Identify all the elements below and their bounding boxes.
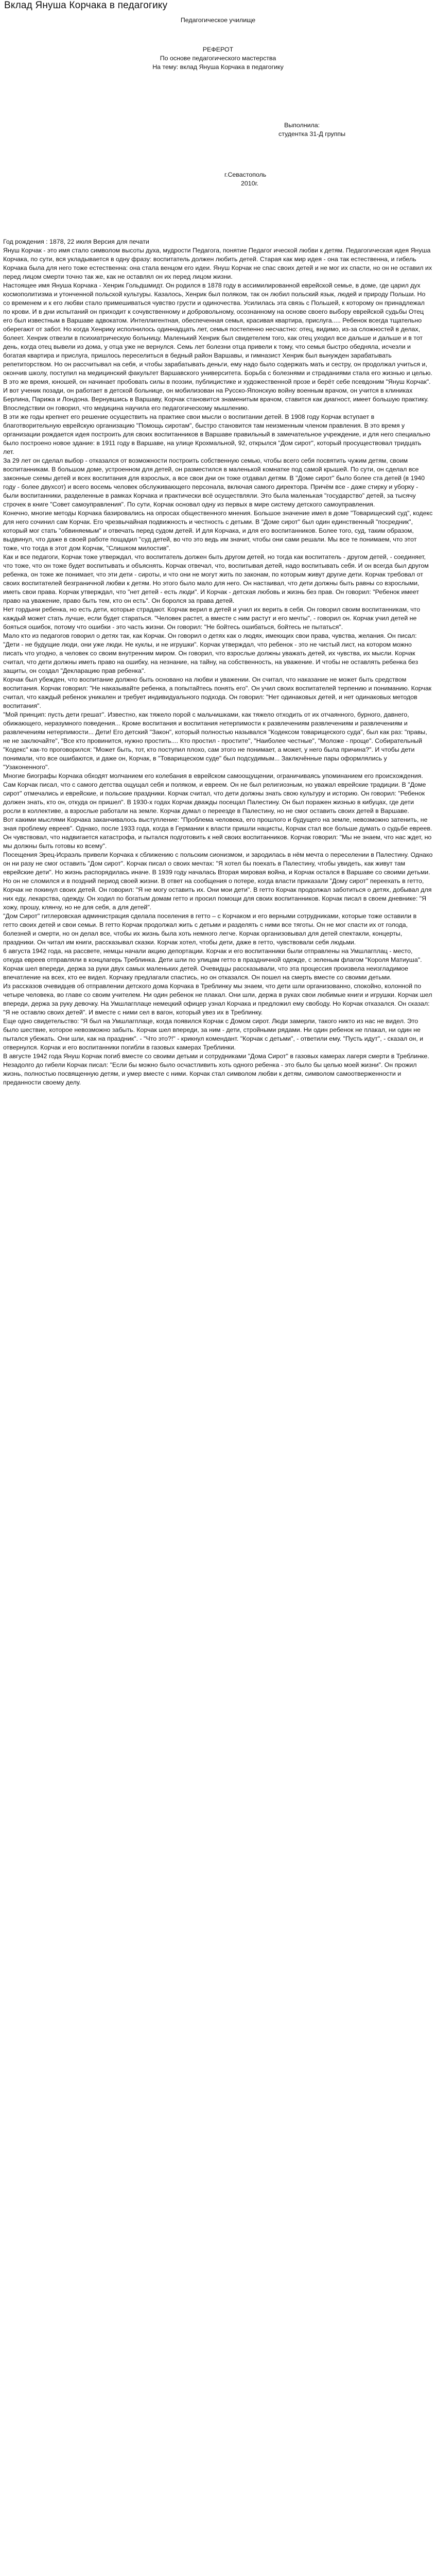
paragraph: Незадолго до гибели Корчак писал: "Если бы можно было осчастливить хоть одного ребенка - это было бы целью моей жизни". Он прожил жизнь, полностью посвященную детям, и умер вместе с ними. Корчак стал символом любви к детям, символом самоотверженности и преданности своему делу.	[3, 1061, 417, 1086]
done-by-label: Выполнила:	[284, 122, 320, 129]
student-line: студентка 31-Д группы	[278, 130, 345, 138]
paragraph: Вот какими мыслями Корчака заканчивалось выступление: "Проблема человека, его прошлого и будущего на земле, невозможно затенить, не зная проблему евреев". Однако, после 1933 года, когда в Германии к власти пришли нацисты, Корчак стал все больше думать о судьбе евреев. Он чувствовал, что надвигается катастрофа, и пытался подготовить к ней своих воспитанников. Корчак говорил: "Мы не знаем, что нас ждет, но мы должны быть готовы ко всему".	[3, 816, 432, 850]
paragraph: Нет гордыни ребенка, но есть дети, которые страдают. Корчак верил в детей и учил их верить в себя. Он говорил своим воспитанникам, что каждый может стать лучше, если будет стараться. "Человек растет, а вместе с ним растут и его мечты", - говорил он. Корчак учил детей не бояться ошибок, потому что ошибки - это часть жизни. Он говорил: "Не бойтесь ошибаться, бойтесь не пытаться".	[3, 606, 421, 631]
paragraph: Из рассказов очевидцев об отправлении детского дома Корчака в Треблинку мы знаем, что дети шли организованно, спокойно, колонной по четыре человека, во главе со своим учителем. Ни один ребенок не плакал. Они шли, держа в руках свои любимые книги и игрушки. Корчак шел впереди, держа за руку девочку. На Умшлагплаце немецкий офицер узнал Корчака и предложил ему свободу. Но Корчак отказался. Он сказал: "Я не оставлю своих детей". И вместе с ними сел в вагон, который увез их в Треблинку.	[3, 982, 432, 1016]
essay-body	[3, 238, 433, 1087]
paragraph: Настоящее имя Януша Корчака - Хенрик Гольдшмидт. Он родился в 1878 году в ассимилированной еврейской семье, в доме, где царил дух космополитизма и утонченной польской культуры. Казалось, Хенрик был поляком, так он любил польский язык, людей и природу Польши. Но со временем и к его любви стало примешиваться чувство грусти и одиночества. Усилилась эта связь с Польшей, к которому он принадлежал по крови. И в дни испытаний он приходит к сочувственному и добровольному, осознанному на основе своего выбору еврейской судьбы Отец его был известным в Варшаве адвокатом. Интеллигентная, обеспеченная семья, красивая квартира, прислуга..... Ребенок всегда тщательно оберегают от забот. Но когда Хенрику исполнилось одиннадцать лет, семья постепенно несчастно: отец, видимо, из-за сложностей в делах, болеет. Хенрик отвезли в психиатрическую больницу. Маленький Хенрик был свидетелем того, как отец уходил все дальше и дальше и в тот день, когда отец вывели из дома, у отца уже не вернулся. Семь лет болезни отца привели к тому, что семья быстро обедняла, исчезли и богатая квартира и прислуга, пришлось переселиться в бедный район Варшавы, и гимназист Хенрик был вынужден зарабатывать репетиторством. Но он рассчитывал на себя, и чтобы зарабатывать деньги, ему надо было содержать мать и сестру, он продолжал учиться и, окончив школу, поступил на медицинский факультет Варшавского университета. Борьба с болезнями и страданиями стала его жизнью и целью. В это же время, юношей, он начинает пробовать силы в поэзии, публицистике и художественной прозе и берёт себе псевдоним "Януш Корчак".	[3, 282, 432, 385]
paragraph: Многие биографы Корчака обходят молчанием его колебания в еврейском самоощущении, ограничиваясь упоминанием его происхождения. Сам Корчак писал, что с самого детства ощущал себя и поляком, и евреем. Он не был религиозным, но уважал еврейские традиции. В "Доме сирот" отмечались и еврейские, и польские праздники. Корчак считал, что дети должны знать свою культуру и историю. Он говорил: "Ребенок должен знать, кто он, откуда он пришел". В 1930-х годах Корчак дважды посещал Палестину. Он был поражен жизнью в кибуцах, где дети росли в коллективе, а взрослые работали на земле. Корчак думал о переезде в Палестину, но не смог оставить своих детей в Варшаве.	[3, 772, 426, 815]
paragraph: 6 августа 1942 года, на рассвете, немцы начали акцию депортации. Корчак и его воспитанники были отправлены на Умшлагплац - место, откуда евреев отправляли в концлагерь Треблинка. Дети шли по улицам гетто в праздничной одежде, с зеленым флагом "Короля Матиуша". Корчак шел впереди, держа за руки двух самых маленьких детей. Очевидцы рассказывали, что эта процессия произвела неизгладимое впечатление на всех, кто ее видел. Корчаку предлагали спастись, но он отказался. Он пошел на смерть вместе со своими детьми.	[3, 947, 422, 981]
subject-line: По основе педагогического мастерства	[160, 55, 276, 62]
paragraph: Еще одно свидетельство: "Я был на Умшлагплаце, когда появился Корчак с Домом сирот. Люди замерли, такого никто из нас не видел. Это было шествие, которое невозможно забыть. Корчак шел впереди, за ним - дети, стройными рядами. Ни один ребенок не плакал, ни один не пытался убежать. Они шли, как на праздник". - "Что это?!" - крикнул комендант. "Корчак с детьми", - ответили ему. "Пусть идут", - сказал он, и отвернулся. Корчак и его воспитанники погибли в газовых камерах Треблинки.	[3, 1018, 424, 1051]
paragraph: Но он не сломился и в поздний период своей жизни. В ответ на сообщения о потере, когда власти приказали "Дому сирот" переехать в гетто, Корчак не покинул своих детей. Он говорил: "Я не могу оставить их. Они мои дети". В гетто Корчак продолжал заботиться о детях, добывал для них еду, лекарства, одежду. Он ходил по богатым домам гетто и просил помощи для своих воспитанников. Корчак писал в своем дневнике: "Я хожу, прошу, клянчу, но не для себя, а для детей".	[3, 877, 432, 911]
year-line: 2010г.	[241, 180, 259, 187]
paragraph: В эти же годы крепнет его решение осуществить на практике свои мысли о воспитании детей. В 1908 году Корчак вступает в благотворительную еврейскую организацию "Помощь сиротам", быстро становится там неизменным членом правления. В это время у организации рождается идея построить для своих воспитанников в Варшаве правильный в замечательное учреждение, и для него специально было построено новое здание: в 1911 году в Варшаве, на улице Крохмальной, 92, открылся "Дом сирот", который просуществовал тридцать лет.	[3, 413, 430, 455]
school-name: Педагогическое училище	[180, 16, 256, 24]
city-line: г.Севастополь	[224, 171, 267, 178]
paragraph: Посещения Эрец-Исраэль привели Корчака к сближению с польским сионизмом, и зародилась в нём мечта о переселении в Палестину. Однако он ни разу не смог оставить "Дом сирот". Корчак писал о своих мечтах: "Я хотел бы поехать в Палестину, чтобы увидеть, как живут там еврейские дети". Но жизнь распорядилась иначе. В 1939 году началась Вторая мировая война, и Корчак остался в Варшаве со своими детьми.	[3, 851, 433, 876]
paragraph: Корчак был убежден, что воспитание должно быть основано на любви и уважении. Он считал, что наказание не может быть средством воспитания. Корчак говорил: "Не наказывайте ребенка, а попытайтесь понять его". Он учил своих воспитателей терпению и пониманию. Корчак считал, что каждый ребенок уникален и требует индивидуального подхода. Он говорил: "Нет одинаковых детей, и нет одинаковых методов воспитания".	[3, 676, 432, 709]
topic-line: На тему: вклад Януша Корчака в педагогику	[152, 63, 284, 71]
paragraph: И вот ученик позади, он работает в детской больнице, он мобилизован на Русско-Японскую войну военным врачом, он учится в клиниках Берлина, Парижа и Лондона. Вернувшись в Варшаву, Корчак становится знаменитым врачом, ставится как диагност, имеет большую практику. Впоследствии он говорил, что медицина научила его педагогическому мышлению.	[3, 387, 429, 412]
paragraph: Год рождения : 1878, 22 июля Версия для печати	[3, 238, 149, 245]
paragraph: За 29 лет он сделал выбор - отказался от возможности построить собственную семью, чтобы всего себя посвятить чужим детям, своим воспитанникам. В большом доме, устроенном для детей, он разместился в маленькой комнатке под самой крышей. По сути, он сделал все законные схемы детей и всех воспитания для взрослых, а все свои дни он тоже отдавал детям. В "Доме сирот" было более ста детей (в 1940 году - более двухсот) и всего восемь человек обслуживающего персонала, включая самого директора. Причём все - даже стирку и уборку - были воспитанники, разделенные в рамках Корчака и практически всё осуществляли. Это была маленькая "государство" детей, за тысячу строчек в книге "Совет самоуправления". По сути, Корчак основал одну из первых в мире систему детского самоуправления.	[3, 457, 425, 508]
referat-label: РЕФЕРОТ	[202, 46, 234, 53]
paragraph: Конечно, многие методы Корчака базировались на опросах общественного мнения. Большое значение имел в доме "Товарищеский суд", кодекс для него сочинил сам Корчак. Его чрезвычайная подвижность и честность с детьми. В "Доме сирот" был один единственный "посредник", который мог стать "обвиняемым" и отвечать перед судом детей. И для Корчака, и для его воспитанников. Более того, суд, таким образом, выдвинул, что даже в своей работе пощадил "суд детей, во что это ведь им значит, чтобы они сами решали. Мы все те понимаем, что этот тоже, что тогда в этот дом Корчак, "Слишком милостив".	[3, 510, 433, 552]
document-title: Вклад Януша Корчака в педагогику	[4, 0, 168, 11]
paragraph: Как и все педагоги, Корчак тоже утверждал, что воспитатель должен быть другом детей, но тогда как воспитатель - другом детей, - соединяет, что тоже, что он тоже будет воспитывать и объяснять. Корчак отвечал, что, воспитывая детей, надо воспитывать себя. И он всегда был другом ребенка, он тоже же понимает, что эти дети - сироты, и что они не могут жить по законам, по которым живут другие дети. Корчак требовал от своих воспитателей безграничной любви к детям. Но этого было мало для него. Он настаивал, что дети должны быть равны со взрослыми, иметь свои права. Корчак утверждал, что "нет детей - есть люди". И Корчак - детская любовь и жизнь без прав. Он говорил: "Ребенок имеет право на уважение, право быть тем, кто он есть". Он боролся за права детей.	[3, 553, 429, 604]
document-page	[0, 1, 436, 1087]
paragraph: "Мой принцип: пусть дети грешат". Известно, как тяжело порой с мальчишками, как тяжело отходить от их отчаянного, бурного, давнего, обижающего, неразумного поведения... Кроме воспитания и воспитания нетерпимости к развлечениям развлечениям и развлечениям и развлечениям нетерпимости... Дети! Его детский "Закон", который полностью назывался "Кодексом товарищеского суда", был как раз: "правы, не не заключайте", "Все кто провинится, нужно простить.... Кто простил - простите", "Наиболее честные", "Моложе - проще". Собирательный "Кодекс" как-то проговорился: "Может быть, тот, кто поступил плохо, сам этого не понимает, а может, у него была причина?". И чтобы дети понимали, что все ошибаются, и даже он, Корчак, в "Товарищеском суде" был подсудимым... Заключённые пары оформлялись у "Узаконенного".	[3, 711, 427, 771]
paragraph: "Дом Сирот" гитлеровская администрация сделала поселения в гетто – с Корчаком и его верными сотрудниками, которые тоже оставили в гетто своих детей и свои семьи. В гетто Корчак продолжал жить с детьми и разделять с ними все тяготы. Он не мог спасти их от голода, болезней и смерти, но он делал все, чтобы их жизнь была хоть немного легче. Корчак организовывал для детей спектакли, концерты, праздники. Он читал им книги, рассказывал сказки. Корчак хотел, чтобы дети, даже в гетто, чувствовали себя людьми.	[3, 912, 417, 946]
paragraph: В августе 1942 года Януш Корчак погиб вместе со своими детьми и сотрудниками "Дома Сирот" в газовых камерах лагеря смерти в Треблинке.	[3, 1053, 429, 1060]
title-page	[3, 16, 433, 238]
paragraph: Мало кто из педагогов говорил о детях так, как Корчак. Он говорил о детях как о людях, имеющих свои права, чувства, желания. Он писал: "Дети - не будущие люди, они уже люди. Не куклы, и не игрушки". Корчак утверждал, что ребенок - это не чистый лист, на котором можно писать что угодно, а человек со своим внутренним миром. Он говорил, что взрослые должны уважать детей, их чувства, их мысли. Корчак считал, что дети должны иметь право на ошибку, на незнание, на тайну, на собственность, на уважение. И чтобы не оставлять ребенка без защиты, он создал "Декларацию прав ребенка".	[3, 632, 418, 674]
paragraph: Януш Корчак - это имя стало символом высоты духа, мудрости Педагога, понятие Педагог ической любви к детям. Педагогическая идея Януша Корчака, по сути, вся укладывается в одну фразу: воспитатель должен любить детей. Старая как мир идея - она так естественна, и гибель Корчака была для него тоже естественна: она стала венцом его идеи. Януш Корчак не спас своих детей и не мог их спасти, но он не оставил их перед лицом смерти точно так же, как не оставлял он их перед лицом жизни.	[3, 247, 432, 280]
